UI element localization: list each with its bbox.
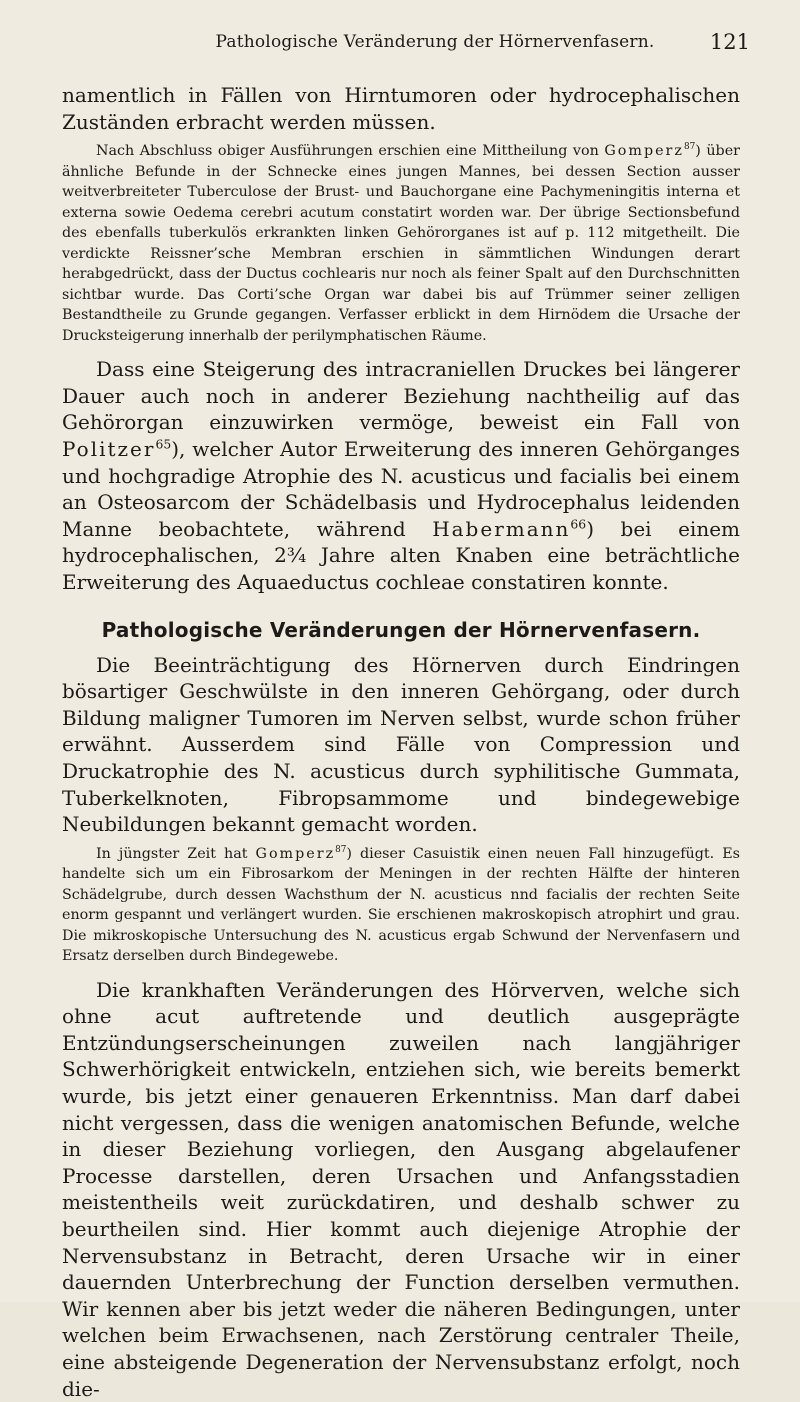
small-print-note-2 [62, 844, 740, 967]
footnote-ref: 87 [683, 142, 696, 153]
page-body [62, 82, 740, 1402]
section-heading: Pathologische Veränderungen der Hörnervenfasern. [101, 617, 701, 642]
author-name: Gomperz [255, 845, 336, 862]
footnote-ref: 66 [570, 516, 587, 532]
footnote-ref: 87 [335, 844, 347, 855]
note-text: ) über ähnliche Befunde in der Schnecke eines jungen Mannes, bei dessen Section ausser weitverbreiteter Tuberculose der Brust- und Bauchorgane eine Pachymeningitis interna et externa sowie Oedema cerebri acutum constatirt worden war. Der übrige Sectionsbefund des ebenfalls tuberkulös erkrankten linken Gehörorganes ist auf p. 112 mitgetheilt. Die verdickte Reissner’sche Membran erschien in sämmtlichen Windungen derart herabgedrückt, dass der Ductus cochlearis nur noch als feiner Spalt auf den Durchschnitten sichtbar wurde. Das Corti’sche Organ war dabei bis auf Trümmer seiner zelligen Bestandtheile zu Grunde gegangen. Verfasser erblickt in dem Hirnödem die Ursache der Drucksteigerung innerhalb der perilymphatischen Räume. [62, 143, 741, 344]
author-name: Politzer [62, 436, 156, 461]
paragraph-pressure [62, 356, 740, 595]
footnote-ref: 65 [155, 436, 172, 452]
author-name: Gomperz [604, 143, 684, 160]
author-name: Habermann [432, 516, 571, 541]
page-number: 121 [709, 30, 750, 54]
small-print-note-1 [62, 141, 740, 346]
paragraph-tumors: Die Beeinträchtigung des Hörnerven durch Eindringen bösartiger Geschwülste in den inneren Gehörgang, oder durch Bildung maligner Tumoren im Nerven selbst, wurde schon früher erwähnt. Ausserdem sind Fälle von Compression und Druckatrophie des N. acusticus durch syphilitische Gummata, Tuberkelknoten, Fibropsammome und bindegewebige Neubildungen bekannt gemacht worden. [62, 652, 740, 837]
paragraph-text: ) bei einem hydrocephalischen, 2¾ Jahre alten Knaben eine beträchtliche Erweiterung des Aquaeductus cochleae constatiren konnte. [62, 516, 740, 594]
paragraph-text: ), welcher Autor Erweiterung des inneren Gehörganges und hochgradige Atrophie des N. acusticus und facialis bei einem an Osteosarcom der Schädelbasis und Hydrocephalus leidenden Manne beobachtete, während [62, 436, 740, 541]
running-title: Pathologische Veränderung der Hörnervenfasern. [215, 32, 655, 52]
paragraph-text: Dass eine Steigerung des intracraniellen Druckes bei längerer Dauer auch noch in anderer Beziehung nachtheilig auf das Gehörorgan einzuwirken vermöge, beweist ein Fall von [62, 357, 740, 435]
note-text: Nach Abschluss obiger Ausführungen erschien eine Mittheilung von [96, 143, 605, 160]
note-text: ) dieser Casuistik einen neuen Fall hinzugefügt. Es handelte sich um ein Fibrosarkom der Meningen in der rechten Hälfte der hinteren Schädelgrube, durch dessen Wachsthum der N. acusticus nnd facialis der rechten Seite enorm gespannt und verlängert wurden. Sie erschienen makroskopisch atrophirt und grau. Die mikroskopische Untersuchung des N. acusticus ergab Schwund der Nervenfasern und Ersatz derselben durch Bindegewebe. [62, 845, 740, 965]
paragraph-atrophy: Die krankhaften Veränderungen des Hörverven, welche sich ohne acut auftretende und deutlich ausgeprägte Entzündungserscheinungen zuweilen nach langjähriger Schwerhörigkeit entwickeln, entziehen sich, wie bereits bemerkt wurde, bis jetzt einer genaueren Erkenntniss. Man darf dabei nicht vergessen, dass die wenigen anatomischen Befunde, welche in dieser Beziehung vorliegen, den Ausgang abgelaufener Processe darstellen, deren Ursachen und Anfangsstadien meistentheils weit zurückdatiren, und deshalb schwer zu beurtheilen sind. Hier kommt auch diejenige Atrophie der Nervensubstanz in Betracht, deren Ursache wir in einer dauernden Unterbrechung der Function derselben vermuthen. Wir kennen aber bis jetzt weder die näheren Bedingungen, unter welchen beim Erwachsenen, nach Zerstörung centraler Theile, eine absteigende Degeneration der Nervensubstanz erfolgt, noch die- [62, 977, 740, 1401]
paragraph-continuation: namentlich in Fällen von Hirntumoren oder hydrocephalischen Zuständen erbracht werden müssen. [62, 83, 740, 134]
note-text: In jüngster Zeit hat [96, 845, 256, 862]
